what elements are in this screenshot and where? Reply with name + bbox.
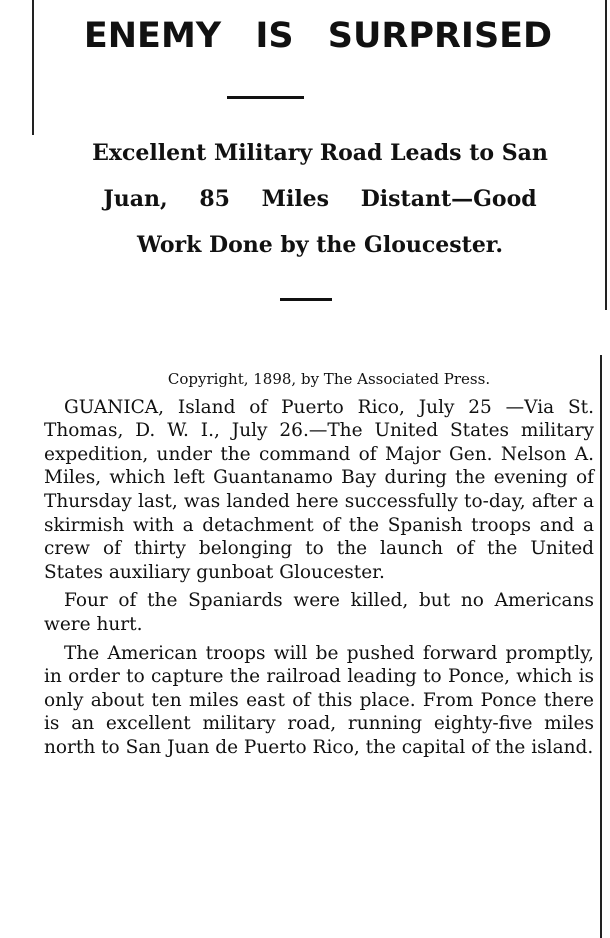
subheadline-line: Excellent Military Road Leads to San — [92, 140, 548, 166]
separator-dash — [280, 298, 332, 301]
article-paragraph: Four of the Spaniards were killed, but no Americans were hurt. — [44, 590, 594, 635]
article-paragraph: GUANICA, Island of Puerto Rico, July 25 —Via St. Thomas, D. W. I., July 26.—The United States military expedition, under the command of Major Gen. Nelson A. Miles, which left Guantanamo Bay during the evening of Thursday last, was landed here successfully to-day, after a skirmish with a detachment of the Spanish troops and a crew of thirty belonging to the launch of the United States auxiliary gunboat Gloucester. — [44, 396, 594, 583]
column-rule-right-top — [605, 0, 607, 310]
article-body — [44, 368, 594, 765]
column-rule-right-bottom — [600, 355, 602, 938]
separator-dash — [227, 96, 304, 99]
subheadline-line: Juan, 85 Miles Distant—Good — [103, 186, 537, 212]
subheadline-line: Work Done by the Gloucester. — [136, 232, 504, 258]
copyright-line: Copyright, 1898, by The Associated Press. — [167, 370, 491, 388]
subheadline — [40, 130, 600, 268]
headline: ENEMY IS SURPRISED — [83, 16, 553, 56]
article-paragraph: The American troops will be pushed forward promptly, in order to capture the railroad leading to Ponce, which is only about ten miles east of this place. From Ponce there is an excellent military road, running eighty-five miles north to San Juan de Puerto Rico, the capital of the island. — [44, 642, 594, 758]
